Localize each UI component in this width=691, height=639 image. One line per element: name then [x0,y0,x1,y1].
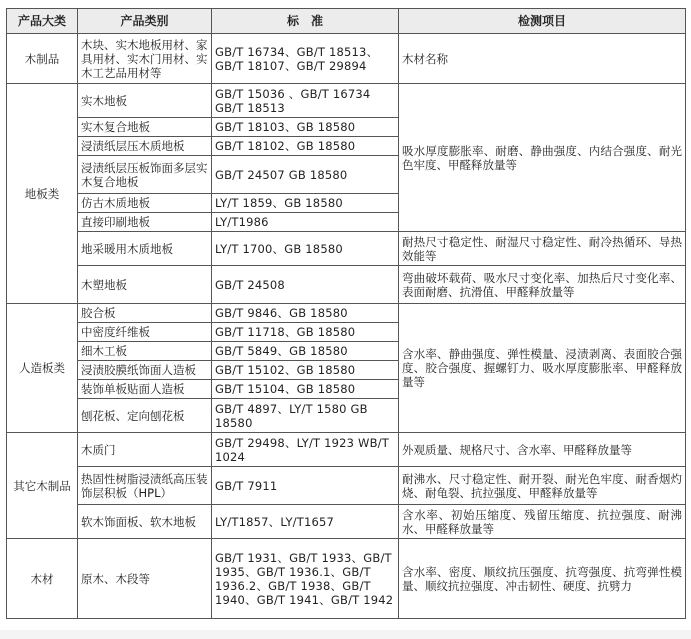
standard-cell: GB/T 15036 、GB/T 16734 GB/T 18513 [212,84,399,118]
header-product-type: 产品类别 [78,9,212,34]
table-row [7,84,686,118]
type-cell: 实木地板 [78,84,212,118]
test-items-cell: 耐热尺寸稳定性、耐湿尺寸稳定性、耐冷热循环、导热效能等 [399,232,686,266]
type-cell: 实木复合地板 [78,118,212,137]
product-testing-table [6,8,686,619]
type-cell: 细木工板 [78,342,212,361]
standard-cell: GB/T 5849、GB 18580 [212,342,399,361]
standard-cell: GB/T 24507 GB 18580 [212,156,399,194]
standard-cell: LY/T 1700、GB 18580 [212,232,399,266]
table-header-row [7,9,686,34]
standard-cell: GB/T 18103、GB 18580 [212,118,399,137]
type-cell: 热固性树脂浸渍纸高压装饰层积板（HPL） [78,467,212,505]
header-test-items: 检测项目 [399,9,686,34]
table-row [7,232,686,266]
type-cell: 刨花板、定向刨花板 [78,399,212,433]
standard-cell: GB/T 24508 [212,266,399,304]
standard-cell: GB/T 15104、GB 18580 [212,380,399,399]
type-cell: 胶合板 [78,304,212,323]
table-row [7,505,686,539]
test-items-cell: 耐沸水、尺寸稳定性、耐开裂、耐光色牢度、耐香烟灼烧、耐龟裂、抗拉强度、甲醛释放量等 [399,467,686,505]
category-cell: 木制品 [7,34,78,84]
type-cell: 装饰单板贴面人造板 [78,380,212,399]
category-cell: 木材 [7,539,78,619]
category-cell: 人造板类 [7,304,78,433]
test-items-cell: 含水率、初始压缩度、残留压缩度、抗拉强度、耐沸水、甲醛释放量等 [399,505,686,539]
standard-cell: LY/T1857、LY/T1657 [212,505,399,539]
type-cell: 软木饰面板、软木地板 [78,505,212,539]
standard-cell: GB/T 16734、GB/T 18513、GB/T 18107、GB/T 29894 [212,34,399,84]
standard-cell: LY/T 1859、GB 18580 [212,194,399,213]
standard-cell: GB/T 7911 [212,467,399,505]
test-items-cell: 外观质量、规格尺寸、含水率、甲醛释放量等 [399,433,686,467]
table-row [7,539,686,619]
header-standard: 标 准 [212,9,399,34]
type-cell: 地采暖用木质地板 [78,232,212,266]
test-items-cell: 吸水厚度膨胀率、耐磨、静曲强度、内结合强度、耐光色牢度、甲醛释放量等 [399,84,686,232]
category-cell: 其它木制品 [7,433,78,539]
test-items-cell: 含水率、密度、顺纹抗压强度、抗弯强度、抗弯弹性模量、顺纹抗拉强度、冲击韧性、硬度、抗劈力 [399,539,686,619]
standard-cell: GB/T 1931、GB/T 1933、GB/T 1935、GB/T 1936.1、GB/T 1936.2、GB/T 1938、GB/T 1940、GB/T 1941、GB/T 1942 [212,539,399,619]
standard-cell: GB/T 9846、GB 18580 [212,304,399,323]
test-items-cell: 弯曲破坏载荷、吸水尺寸变化率、加热后尺寸变化率、表面耐磨、抗滑值、甲醛释放量等 [399,266,686,304]
type-cell: 木塑地板 [78,266,212,304]
standard-cell: GB/T 29498、LY/T 1923 WB/T 1024 [212,433,399,467]
table-row [7,34,686,84]
type-cell: 浸渍纸层压板饰面多层实木复合地板 [78,156,212,194]
type-cell: 中密度纤维板 [78,323,212,342]
category-cell: 地板类 [7,84,78,304]
type-cell: 仿古木质地板 [78,194,212,213]
table-row [7,467,686,505]
type-cell: 浸渍胶膜纸饰面人造板 [78,361,212,380]
page-bottom-band [0,630,691,639]
type-cell: 原木、木段等 [78,539,212,619]
standard-cell: GB/T 18102、GB 18580 [212,137,399,156]
type-cell: 木质门 [78,433,212,467]
table-row [7,433,686,467]
type-cell: 直接印刷地板 [78,213,212,232]
header-product-category: 产品大类 [7,9,78,34]
standard-cell: GB/T 4897、LY/T 1580 GB 18580 [212,399,399,433]
table-row [7,266,686,304]
table-row [7,304,686,323]
type-cell: 木块、实木地板用材、家具用材、实木门用材、实木工艺品用材等 [78,34,212,84]
test-items-cell: 木材名称 [399,34,686,84]
standard-cell: GB/T 15102、GB 18580 [212,361,399,380]
standard-cell: LY/T1986 [212,213,399,232]
test-items-cell: 含水率、静曲强度、弹性模量、浸渍剥离、表面胶合强度、胶合强度、握螺钉力、吸水厚度膨胀率、甲醛释放量等 [399,304,686,433]
standard-cell: GB/T 11718、GB 18580 [212,323,399,342]
type-cell: 浸渍纸层压木质地板 [78,137,212,156]
